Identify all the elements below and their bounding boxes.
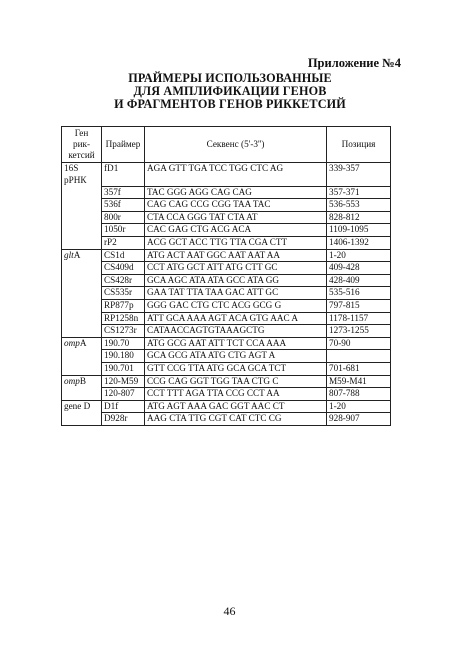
cell-sequence: ACG GCT ACC TTG TTA CGA CTT — [145, 237, 327, 250]
cell-gene: gltA — [62, 249, 102, 262]
cell-position: 339-357 — [327, 163, 391, 187]
cell-position: 1109-1095 — [327, 224, 391, 237]
cell-position: 701-681 — [327, 363, 391, 376]
table-header-row — [62, 127, 391, 163]
table-row — [62, 400, 391, 413]
header-gene-line: кетсий — [68, 150, 95, 160]
title-line-1: ПРАЙМЕРЫ ИСПОЛЬЗОВАННЫЕ — [128, 71, 332, 85]
gene-name-italic: glt — [64, 249, 74, 260]
appendix-label: Приложение №4 — [307, 56, 401, 70]
cell-primer: 120-807 — [102, 388, 145, 401]
title-line-3: И ФРАГМЕНТОВ ГЕНОВ РИККЕТСИЙ — [114, 97, 346, 111]
cell-sequence: GAA TAT TTA TAA GAC ATT GC — [145, 287, 327, 300]
cell-primer: RP1258n — [102, 312, 145, 325]
cell-position: 70-90 — [327, 337, 391, 350]
cell-gene — [62, 325, 102, 338]
gene-name-line: 16S — [64, 163, 79, 173]
table-row — [62, 337, 391, 350]
header-position: Позиция — [327, 127, 391, 163]
table-row — [62, 325, 391, 338]
cell-sequence: CCG CAG GGT TGG TAA CTG C — [145, 375, 327, 388]
gene-name-italic: omp — [64, 337, 80, 348]
table-row — [62, 363, 391, 376]
cell-sequence: CCT ATG GCT ATT ATG CTT GC — [145, 262, 327, 275]
cell-position: 357-371 — [327, 186, 391, 199]
cell-gene — [62, 350, 102, 363]
cell-position: 536-553 — [327, 199, 391, 212]
table-row — [62, 375, 391, 388]
cell-position: 1-20 — [327, 249, 391, 262]
cell-primer: 1050r — [102, 224, 145, 237]
cell-gene — [62, 199, 102, 212]
cell-gene: ompA — [62, 337, 102, 350]
cell-primer: CS409d — [102, 262, 145, 275]
cell-gene — [62, 224, 102, 237]
cell-position: M59-M41 — [327, 375, 391, 388]
table-row — [62, 186, 391, 199]
cell-primer: 536f — [102, 199, 145, 212]
cell-sequence: AGA GTT TGA TCC TGG CTC AG — [145, 163, 327, 187]
cell-primer: D928r — [102, 413, 145, 426]
cell-sequence: AAG CTA TTG CGT CAT CTC CG — [145, 413, 327, 426]
header-gene-line: Ген — [74, 128, 89, 138]
table-row — [62, 388, 391, 401]
header-gene — [62, 127, 102, 163]
cell-gene — [62, 312, 102, 325]
cell-gene — [62, 363, 102, 376]
header-gene-line: рик- — [72, 139, 91, 149]
cell-gene — [62, 413, 102, 426]
cell-primer: CS535r — [102, 287, 145, 300]
cell-position: 1406-1392 — [327, 237, 391, 250]
title-line-2: ДЛЯ АМПЛИФИКАЦИИ ГЕНОВ — [133, 84, 327, 98]
cell-gene — [62, 274, 102, 287]
cell-gene — [62, 400, 102, 413]
table-row — [62, 224, 391, 237]
cell-position: 535-516 — [327, 287, 391, 300]
cell-primer: 357f — [102, 186, 145, 199]
table-row — [62, 262, 391, 275]
cell-sequence: GCA AGC ATA ATA GCC ATA GG — [145, 274, 327, 287]
gene-name-italic: omp — [64, 375, 80, 386]
table-row — [62, 350, 391, 363]
cell-primer: rP2 — [102, 237, 145, 250]
cell-sequence: ATG GCG AAT ATT TCT CCA AAA — [145, 337, 327, 350]
table-row — [62, 300, 391, 313]
cell-gene — [62, 237, 102, 250]
page-number: 46 — [223, 604, 236, 618]
table-row — [62, 312, 391, 325]
cell-gene — [62, 388, 102, 401]
cell-position: 807-788 — [327, 388, 391, 401]
cell-gene — [62, 186, 102, 199]
cell-position: 928-907 — [327, 413, 391, 426]
cell-gene — [62, 211, 102, 224]
table-row — [62, 249, 391, 262]
cell-gene — [62, 300, 102, 313]
cell-position: 1178-1157 — [327, 312, 391, 325]
cell-sequence: CATAACCAGTGTAAAGCTG — [145, 325, 327, 338]
cell-position: 797-815 — [327, 300, 391, 313]
cell-primer: 190.701 — [102, 363, 145, 376]
gene-name-line: gene D — [64, 400, 91, 411]
cell-position: 409-428 — [327, 262, 391, 275]
cell-primer: D1f — [102, 400, 145, 413]
cell-gene — [62, 262, 102, 275]
cell-sequence: GTT CCG TTA ATG GCA GCA TCT — [145, 363, 327, 376]
cell-position: 828-812 — [327, 211, 391, 224]
cell-position — [327, 350, 391, 363]
table-row — [62, 163, 391, 187]
cell-sequence: ATG AGT AAA GAC GGT AAC CT — [145, 400, 327, 413]
gene-name-line: рРНК — [64, 174, 87, 185]
table-row — [62, 413, 391, 426]
cell-primer: CS1d — [102, 249, 145, 262]
cell-position: 1273-1255 — [327, 325, 391, 338]
cell-sequence: CTA CCA GGG TAT CTA AT — [145, 211, 327, 224]
cell-position: 428-409 — [327, 274, 391, 287]
table-row — [62, 211, 391, 224]
table-body — [62, 163, 391, 426]
cell-primer: CS1273r — [102, 325, 145, 338]
table-row — [62, 274, 391, 287]
cell-sequence: ATT GCA AAA AGT ACA GTG AAC A — [145, 312, 327, 325]
header-primer: Праймер — [102, 127, 145, 163]
cell-sequence: TAC GGG AGG CAG CAG — [145, 186, 327, 199]
cell-primer: RP877p — [102, 300, 145, 313]
cell-primer: 190.70 — [102, 337, 145, 350]
cell-sequence: CAC GAG CTG ACG ACA — [145, 224, 327, 237]
table-row — [62, 287, 391, 300]
cell-sequence: CAG CAG CCG CGG TAA TAC — [145, 199, 327, 212]
cell-primer: 800r — [102, 211, 145, 224]
cell-gene — [62, 287, 102, 300]
header-sequence: Секвенс (5'-3'') — [145, 127, 327, 163]
cell-sequence: ATG ACT AAT GGC AAT AAT AA — [145, 249, 327, 262]
cell-sequence: CCT TTT AGA TTA CCG CCT AA — [145, 388, 327, 401]
cell-gene: ompB — [62, 375, 102, 388]
cell-primer: CS428r — [102, 274, 145, 287]
primers-table — [61, 126, 391, 426]
cell-primer: fD1 — [102, 163, 145, 187]
table-row — [62, 237, 391, 250]
page-title — [60, 72, 400, 111]
cell-primer: 190.180 — [102, 350, 145, 363]
cell-gene — [62, 163, 102, 187]
cell-sequence: GCA GCG ATA ATG CTG AGT A — [145, 350, 327, 363]
cell-sequence: GGG GAC CTG CTC ACG GCG G — [145, 300, 327, 313]
cell-position: 1-20 — [327, 400, 391, 413]
table-row — [62, 199, 391, 212]
cell-primer: 120-M59 — [102, 375, 145, 388]
